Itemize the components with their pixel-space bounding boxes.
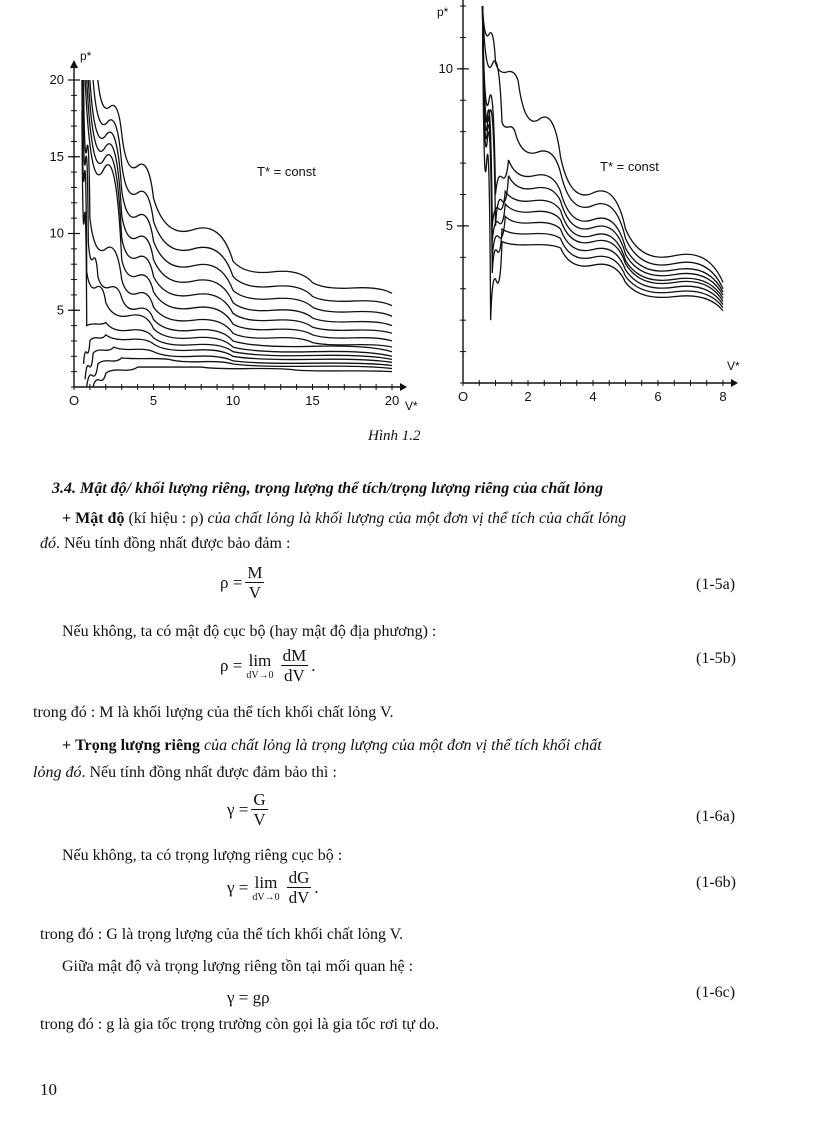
eq4-lhs: γ = [227,877,249,897]
eqno-1-6a: (1-6a) [696,808,736,825]
x-tick-label: 5 [149,393,158,408]
y-tick-label: 5 [445,217,453,233]
x-tick-label: O [457,389,469,404]
x-tick-label: O [68,393,80,408]
x-axis-arrow [731,379,738,387]
x-tick-label: 20 [384,393,400,408]
paragraph-density [62,509,626,529]
x-tick-label: 10 [225,393,241,408]
right-plot-area [439,0,738,404]
eq4-denominator: dV [288,888,310,907]
specific-weight-definition-end: lỏng đó [33,764,82,781]
left-x-label: V* [405,399,418,413]
equation-1-6a [227,790,271,829]
y-axis-arrow [70,60,78,68]
series-line-isotherm-8 [83,80,392,352]
term-density: Mật độ [75,510,125,527]
x-tick-label: 8 [719,389,727,404]
paragraph-density-cont [40,534,290,554]
y-tick-label: 20 [49,72,64,87]
eq2-denominator: dV [283,666,305,685]
eq4-lim-sub: dV→0 [252,891,280,903]
paragraph-relation: Giữa mật độ và trọng lượng riêng tồn tại mối quan hệ : [62,958,414,975]
series-line-isotherm-7 [84,80,392,347]
eqno-1-6c: (1-6c) [696,984,736,1001]
right-annotation: T* = const [600,159,659,174]
series-line-isotherm-7 [483,6,724,304]
left-y-label: p* [80,49,92,63]
right-x-label: V* [727,359,740,373]
eqno-1-6b: (1-6b) [696,874,736,891]
paragraph-g-gravity: trong đó : g là gia tốc trọng trường còn gọi là gia tốc rơi tự do. [40,1016,440,1033]
eq4-lim: lim [254,872,278,892]
density-homogeneous-note: . Nếu tính đồng nhất được bảo đảm : [56,535,291,552]
x-axis-arrow [400,383,407,391]
paragraph-local-density: Nếu không, ta có mật độ cục bộ (hay mật độ địa phương) : [62,623,437,640]
eq4-limit [252,873,279,903]
eq2-numerator: dM [282,646,307,665]
equation-1-6c [227,988,270,1008]
eq3-lhs: γ = [227,799,249,819]
series-line-isotherm-9 [82,80,392,356]
y-tick-label: 15 [49,148,64,164]
eq3-fraction [251,790,267,829]
x-tick-label: 15 [305,393,320,408]
x-tick-label: 4 [589,389,597,404]
series-line-isotherm-3 [90,80,392,316]
eq2-limit [246,651,273,681]
eqno-1-5a: (1-5a) [696,576,736,593]
eq4-fraction [287,868,312,907]
series-line-isotherm-4 [483,6,724,295]
plus-mark: + [62,510,72,527]
x-tick-label: 6 [654,389,662,404]
series-line-isotherm-2 [93,80,392,306]
eqno-1-5b: (1-5b) [696,650,736,667]
paragraph-specific-weight-cont [33,763,337,783]
page-number: 10 [40,1080,57,1099]
eq2-period: . [311,655,316,675]
eq5-body: γ = gρ [227,988,270,1007]
y-tick-label: 5 [56,302,64,318]
eq2-lim-sub: dV→0 [246,669,274,681]
left-plot-area [50,60,407,408]
density-symbol-note: (kí hiệu : ρ) [124,510,208,527]
section-heading: 3.4. Mật độ/ khối lượng riêng, trọng lượng thể tích/trọng lượng riêng của chất lỏng [52,480,604,497]
series-line-isotherm-1 [98,80,392,293]
plus-mark-2: + [62,737,72,754]
eq1-fraction [245,563,264,602]
y-tick-label: 10 [438,60,453,76]
eq3-denominator: V [253,810,266,829]
term-specific-weight: Trọng lượng riêng [75,737,200,754]
density-definition-end: đó [40,535,56,552]
series-line-isotherm-2 [483,6,724,289]
eq1-numerator: M [247,563,263,582]
eq1-denominator: V [248,583,262,602]
eq2-lhs: ρ = [220,655,243,675]
eq1-lhs: ρ = [220,572,243,592]
density-definition: của chất lỏng là khối lượng của một đơn vị thể tích của chất lỏng [207,510,627,527]
series-line-isotherm-6 [483,6,724,301]
x-tick-label: 2 [524,389,532,404]
y-tick-label: 10 [49,225,64,241]
left-annotation: T* = const [257,164,316,179]
paragraph-g-definition: trong đó : G là trọng lượng của thể tích khối chất lỏng V. [40,926,404,943]
specific-weight-definition: của chất lỏng là trọng lượng của một đơn vị thể tích khối chất [199,737,602,754]
left-isotherm-chart [40,40,430,430]
eq2-lim: lim [248,650,272,670]
eq3-numerator: G [253,790,266,809]
eq4-period: . [314,877,319,897]
equation-1-5a [220,563,267,602]
paragraph-local-weight: Nếu không, ta có trọng lượng riêng cục bộ : [62,847,343,864]
figure-caption: Hình 1.2 [368,428,421,444]
right-y-label: p* [437,5,449,19]
equation-1-5b [220,646,315,685]
paragraph-specific-weight [62,736,602,756]
paragraph-m-definition: trong đó : M là khối lượng của thể tích khối chất lỏng V. [33,704,394,721]
eq4-numerator: dG [288,868,310,887]
equation-1-6b [227,868,319,907]
eq2-fraction [281,646,309,685]
specific-weight-homogeneous-note: . Nếu tính đồng nhất được đảm bảo thì : [81,764,337,781]
right-isotherm-chart [425,0,765,410]
